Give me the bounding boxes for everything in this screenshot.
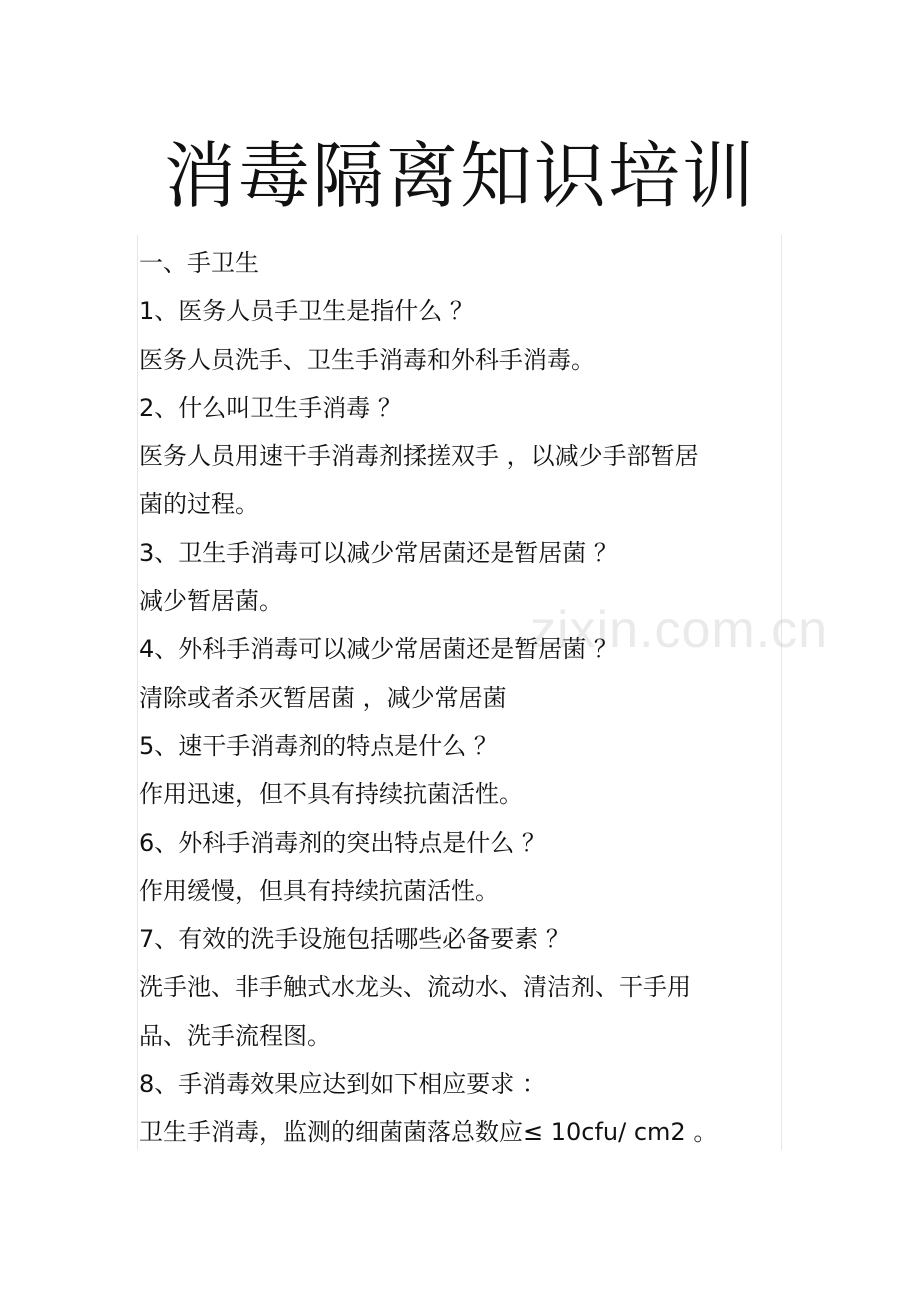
answer-2-line-1: 医务人员用速干手消毒剂揉搓双手 ，以减少手部暂居: [139, 442, 699, 471]
question-2: 2、什么叫卫生手消毒 ？: [139, 393, 402, 422]
answer-8: 卫生手消毒，监测的细菌菌落总数应≤ 10cfu/ cm2 。: [139, 1118, 718, 1147]
watermark: zixin.com.cn: [530, 601, 829, 659]
answer-2-line-2: 菌的过程。: [139, 490, 259, 519]
document-title: 消毒隔离知识培训: [163, 134, 756, 218]
question-4: 4、外科手消毒可以减少常居菌还是暂居菌 ？: [139, 635, 618, 664]
answer-7-line-2: 品、洗手流程图。: [139, 1021, 331, 1050]
answer-3: 减少暂居菌。: [139, 587, 283, 616]
answer-4: 清除或者杀灭暂居菌 ，减少常居菌: [139, 683, 507, 712]
document-body: [139, 239, 769, 1157]
answer-1: 医务人员洗手、卫生手消毒和外科手消毒。: [139, 345, 595, 374]
answer-7-line-1: 洗手池、非手触式水龙头、流动水、清洁剂、干手用: [139, 973, 691, 1002]
question-8: 8、手消毒效果应达到如下相应要求 ：: [139, 1070, 546, 1099]
question-3: 3、卫生手消毒可以减少常居菌还是暂居菌 ？: [139, 538, 618, 567]
section-heading: 一、手卫生: [139, 249, 259, 277]
question-1: 1、医务人员手卫生是指什么 ？: [139, 297, 474, 326]
answer-6: 作用缓慢，但具有持续抗菌活性。: [139, 876, 499, 905]
question-6: 6、外科手消毒剂的突出特点是什么 ？: [139, 828, 546, 857]
question-5: 5、速干手消毒剂的特点是什么 ？: [139, 731, 498, 760]
answer-5: 作用迅速，但不具有持续抗菌活性。: [139, 780, 523, 809]
question-7: 7、有效的洗手设施包括哪些必备要素 ？: [139, 925, 570, 954]
